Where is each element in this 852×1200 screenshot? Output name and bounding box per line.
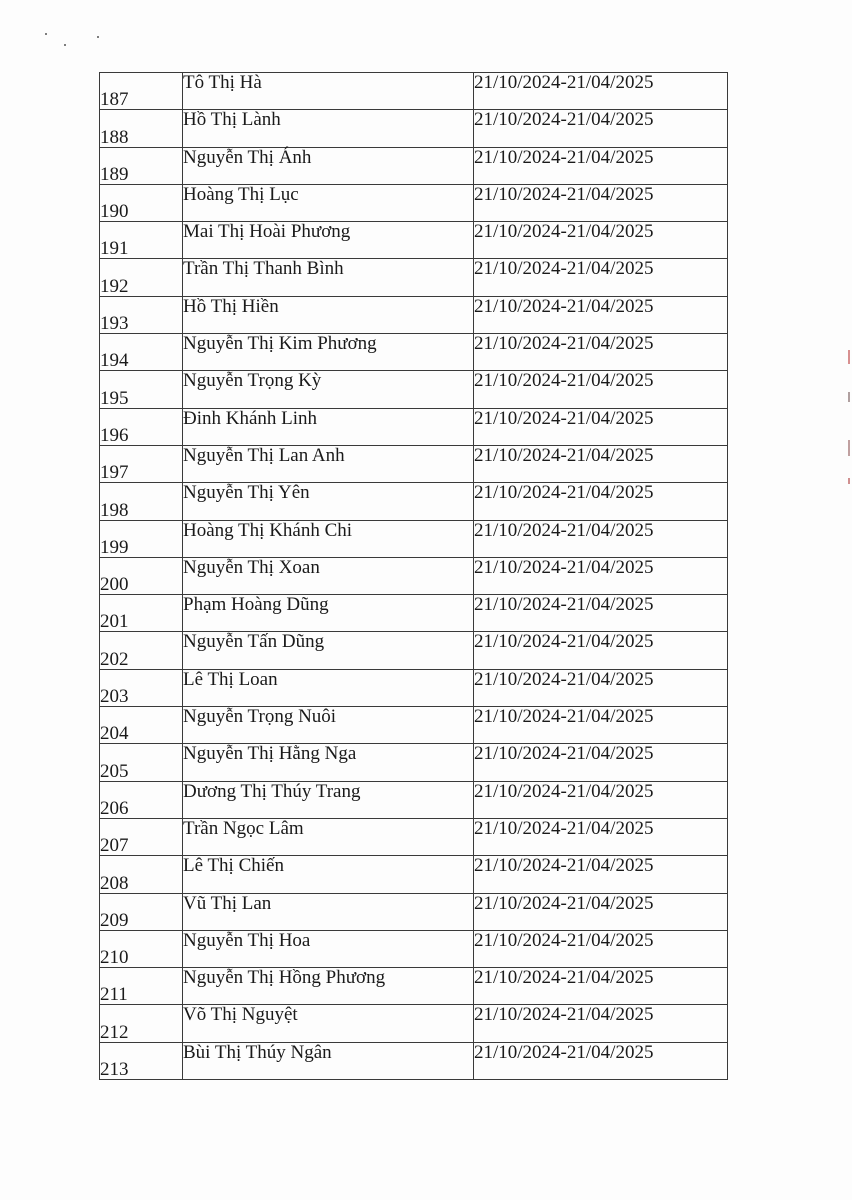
row-number: 189 <box>100 147 183 184</box>
date-range: 21/10/2024-21/04/2025 <box>474 669 728 706</box>
date-range: 21/10/2024-21/04/2025 <box>474 445 728 482</box>
staff-table-body <box>100 73 728 1080</box>
row-number: 213 <box>100 1042 183 1079</box>
table-row <box>100 73 728 110</box>
row-number: 211 <box>100 968 183 1005</box>
person-name: Bùi Thị Thúy Ngân <box>183 1042 474 1079</box>
date-range: 21/10/2024-21/04/2025 <box>474 110 728 147</box>
date-range: 21/10/2024-21/04/2025 <box>474 707 728 744</box>
table-row <box>100 818 728 855</box>
table-row <box>100 296 728 333</box>
margin-stamp-mark <box>848 440 850 456</box>
date-range: 21/10/2024-21/04/2025 <box>474 408 728 445</box>
row-number: 192 <box>100 259 183 296</box>
table-row <box>100 744 728 781</box>
row-number: 208 <box>100 856 183 893</box>
date-range: 21/10/2024-21/04/2025 <box>474 781 728 818</box>
person-name: Đinh Khánh Linh <box>183 408 474 445</box>
date-range: 21/10/2024-21/04/2025 <box>474 930 728 967</box>
table-row <box>100 110 728 147</box>
table-row <box>100 1005 728 1042</box>
table-row <box>100 408 728 445</box>
date-range: 21/10/2024-21/04/2025 <box>474 371 728 408</box>
person-name: Võ Thị Nguyệt <box>183 1005 474 1042</box>
person-name: Nguyễn Thị Hằng Nga <box>183 744 474 781</box>
table-row <box>100 1042 728 1079</box>
date-range: 21/10/2024-21/04/2025 <box>474 1042 728 1079</box>
row-number: 190 <box>100 184 183 221</box>
margin-stamp-mark <box>848 392 850 402</box>
person-name: Nguyễn Thị Hoa <box>183 930 474 967</box>
table-row <box>100 520 728 557</box>
person-name: Dương Thị Thúy Trang <box>183 781 474 818</box>
person-name: Nguyễn Thị Ánh <box>183 147 474 184</box>
row-number: 199 <box>100 520 183 557</box>
row-number: 195 <box>100 371 183 408</box>
row-number: 204 <box>100 707 183 744</box>
table-row <box>100 632 728 669</box>
date-range: 21/10/2024-21/04/2025 <box>474 818 728 855</box>
date-range: 21/10/2024-21/04/2025 <box>474 557 728 594</box>
table-row <box>100 334 728 371</box>
date-range: 21/10/2024-21/04/2025 <box>474 222 728 259</box>
row-number: 200 <box>100 557 183 594</box>
person-name: Lê Thị Chiến <box>183 856 474 893</box>
table-row <box>100 184 728 221</box>
person-name: Hồ Thị Lành <box>183 110 474 147</box>
person-name: Nguyễn Thị Kim Phương <box>183 334 474 371</box>
table-row <box>100 147 728 184</box>
row-number: 187 <box>100 73 183 110</box>
scan-speck <box>64 44 66 46</box>
table-row <box>100 595 728 632</box>
person-name: Nguyễn Thị Hồng Phương <box>183 968 474 1005</box>
person-name: Nguyễn Thị Yên <box>183 483 474 520</box>
row-number: 194 <box>100 334 183 371</box>
date-range: 21/10/2024-21/04/2025 <box>474 856 728 893</box>
person-name: Trần Thị Thanh Bình <box>183 259 474 296</box>
row-number: 212 <box>100 1005 183 1042</box>
person-name: Phạm Hoàng Dũng <box>183 595 474 632</box>
person-name: Lê Thị Loan <box>183 669 474 706</box>
table-row <box>100 669 728 706</box>
date-range: 21/10/2024-21/04/2025 <box>474 968 728 1005</box>
row-number: 206 <box>100 781 183 818</box>
row-number: 210 <box>100 930 183 967</box>
table-row <box>100 707 728 744</box>
person-name: Nguyễn Thị Xoan <box>183 557 474 594</box>
table-row <box>100 371 728 408</box>
date-range: 21/10/2024-21/04/2025 <box>474 73 728 110</box>
table-row <box>100 445 728 482</box>
row-number: 207 <box>100 818 183 855</box>
table-row <box>100 930 728 967</box>
date-range: 21/10/2024-21/04/2025 <box>474 595 728 632</box>
table-row <box>100 856 728 893</box>
person-name: Nguyễn Trọng Nuôi <box>183 707 474 744</box>
table-row <box>100 781 728 818</box>
person-name: Mai Thị Hoài Phương <box>183 222 474 259</box>
table-row <box>100 893 728 930</box>
row-number: 205 <box>100 744 183 781</box>
row-number: 198 <box>100 483 183 520</box>
date-range: 21/10/2024-21/04/2025 <box>474 744 728 781</box>
table-row <box>100 222 728 259</box>
row-number: 196 <box>100 408 183 445</box>
table-row <box>100 968 728 1005</box>
person-name: Hoàng Thị Khánh Chi <box>183 520 474 557</box>
date-range: 21/10/2024-21/04/2025 <box>474 632 728 669</box>
row-number: 193 <box>100 296 183 333</box>
date-range: 21/10/2024-21/04/2025 <box>474 147 728 184</box>
scan-speck <box>97 36 99 38</box>
person-name: Hồ Thị Hiền <box>183 296 474 333</box>
table-row <box>100 557 728 594</box>
person-name: Trần Ngọc Lâm <box>183 818 474 855</box>
row-number: 209 <box>100 893 183 930</box>
table-row <box>100 259 728 296</box>
row-number: 202 <box>100 632 183 669</box>
date-range: 21/10/2024-21/04/2025 <box>474 520 728 557</box>
row-number: 191 <box>100 222 183 259</box>
row-number: 201 <box>100 595 183 632</box>
date-range: 21/10/2024-21/04/2025 <box>474 296 728 333</box>
person-name: Nguyễn Tấn Dũng <box>183 632 474 669</box>
date-range: 21/10/2024-21/04/2025 <box>474 184 728 221</box>
person-name: Tô Thị Hà <box>183 73 474 110</box>
person-name: Hoàng Thị Lục <box>183 184 474 221</box>
scan-speck <box>45 33 47 35</box>
table-row <box>100 483 728 520</box>
date-range: 21/10/2024-21/04/2025 <box>474 334 728 371</box>
date-range: 21/10/2024-21/04/2025 <box>474 259 728 296</box>
person-name: Nguyễn Thị Lan Anh <box>183 445 474 482</box>
margin-stamp-mark <box>848 350 850 364</box>
date-range: 21/10/2024-21/04/2025 <box>474 483 728 520</box>
row-number: 203 <box>100 669 183 706</box>
margin-stamp-mark <box>848 478 850 484</box>
date-range: 21/10/2024-21/04/2025 <box>474 893 728 930</box>
person-name: Nguyễn Trọng Kỳ <box>183 371 474 408</box>
staff-table <box>99 72 728 1080</box>
row-number: 197 <box>100 445 183 482</box>
person-name: Vũ Thị Lan <box>183 893 474 930</box>
date-range: 21/10/2024-21/04/2025 <box>474 1005 728 1042</box>
row-number: 188 <box>100 110 183 147</box>
